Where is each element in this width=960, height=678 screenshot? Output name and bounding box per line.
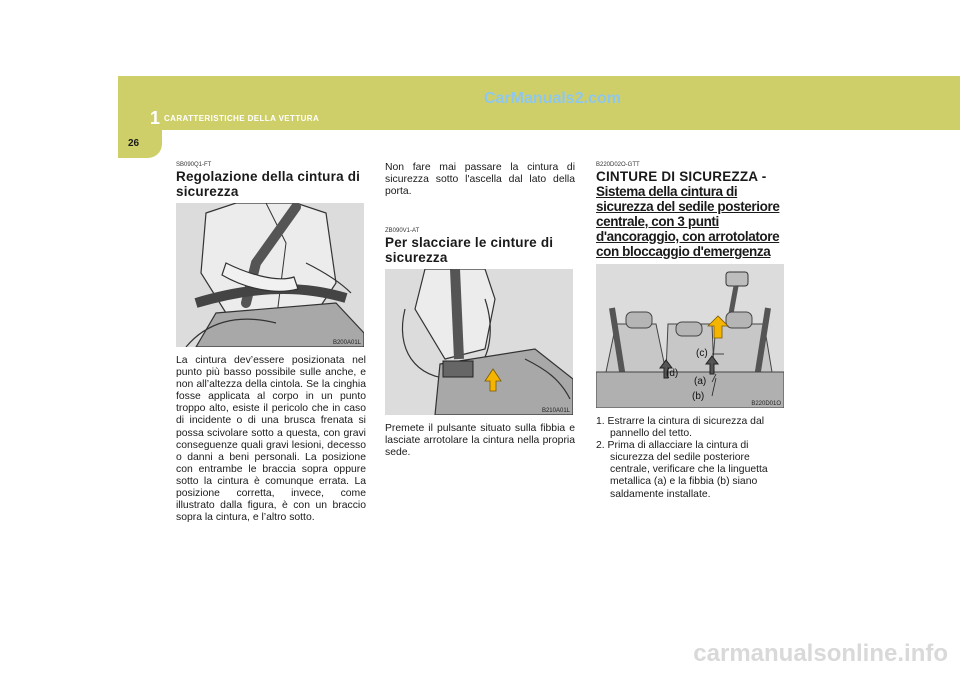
label-c: (c) <box>696 348 708 359</box>
label-a: (a) <box>694 376 707 387</box>
unfasten-belt-illustration <box>385 269 573 415</box>
figure-unfasten-belt <box>385 269 573 415</box>
figure-belt-position <box>176 203 364 347</box>
figure-rear-seat <box>596 264 784 408</box>
rear-seat-illustration <box>596 264 784 408</box>
section-code: B220D02O-GTT <box>596 162 640 168</box>
label-b: (b) <box>692 391 705 402</box>
chapter-title: CARATTERISTICHE DELLA VETTURA <box>164 114 320 123</box>
figure-code: B210A01L <box>541 408 570 415</box>
watermark-link[interactable]: CarManuals2.com <box>484 90 621 107</box>
list-item: 1. Estrarre la cintura di sicurezza dal pannello del tetto. <box>596 416 765 440</box>
steps-list <box>596 416 786 501</box>
body-text: La cintura dev’essere posizionata nel punto più basso possibile sulle anche, e non all’altezza della cintola. Se la cinghia fosse applicata al corpo in un punto troppo alto, esiste il pericolo che in caso di incidente o di una brusca frenata si possa scivolare sotto a questa, con gravi conseguenze quali gravi lesioni, decesso o danni a beni personali. La posizione con entrambe le braccia sopra oppure sotto la cintura è comunque errata. La posizione corretta, invece, come illustrato dalla figura, è con un braccio sopra la cintura, e l’altro sotto. <box>176 355 366 524</box>
label-d: (d) <box>666 368 679 379</box>
footer-watermark: carmanualsonline.info <box>693 640 948 667</box>
belt-position-illustration <box>176 203 364 347</box>
section-heading-rest: Sistema della cintura di sicurezza del sedile posteriore centrale, con 3 punti d'ancoraggio, con arrotolatore con bloccaggio d'emergenza <box>596 184 780 259</box>
section-heading: Per slacciare le cinture di sicurezza <box>385 235 554 266</box>
section-code: SB090Q1-FT <box>176 162 212 168</box>
section-heading-line1: CINTURE DI SICUREZZA - <box>596 169 767 184</box>
section-code: ZB090V1-AT <box>385 228 420 235</box>
intro-text: Non fare mai passare la cintura di sicurezza sotto l'ascella dal lato della porta. <box>385 162 575 198</box>
column-unfasten-belt <box>385 162 575 460</box>
column-rear-center-belt <box>596 162 786 501</box>
section-heading: Regolazione della cintura di sicurezza <box>176 169 361 199</box>
chapter-number: 1 <box>150 108 161 128</box>
page-number: 26 <box>128 138 140 149</box>
list-item: 2. Prima di allacciare la cintura di sicurezza del sedile posteriore centrale, verificare che la linguetta metallica (a) e la fibbia (b) siano saldamente installate. <box>596 440 768 500</box>
page-tab <box>118 130 162 158</box>
column-adjust-belt <box>176 162 366 524</box>
body-text: Premete il pulsante situato sulla fibbia e lasciate arrotolare la cintura nella propria sede. <box>385 423 575 459</box>
figure-code: B220D01O <box>751 401 781 407</box>
figure-code: B200A01L <box>332 340 361 346</box>
